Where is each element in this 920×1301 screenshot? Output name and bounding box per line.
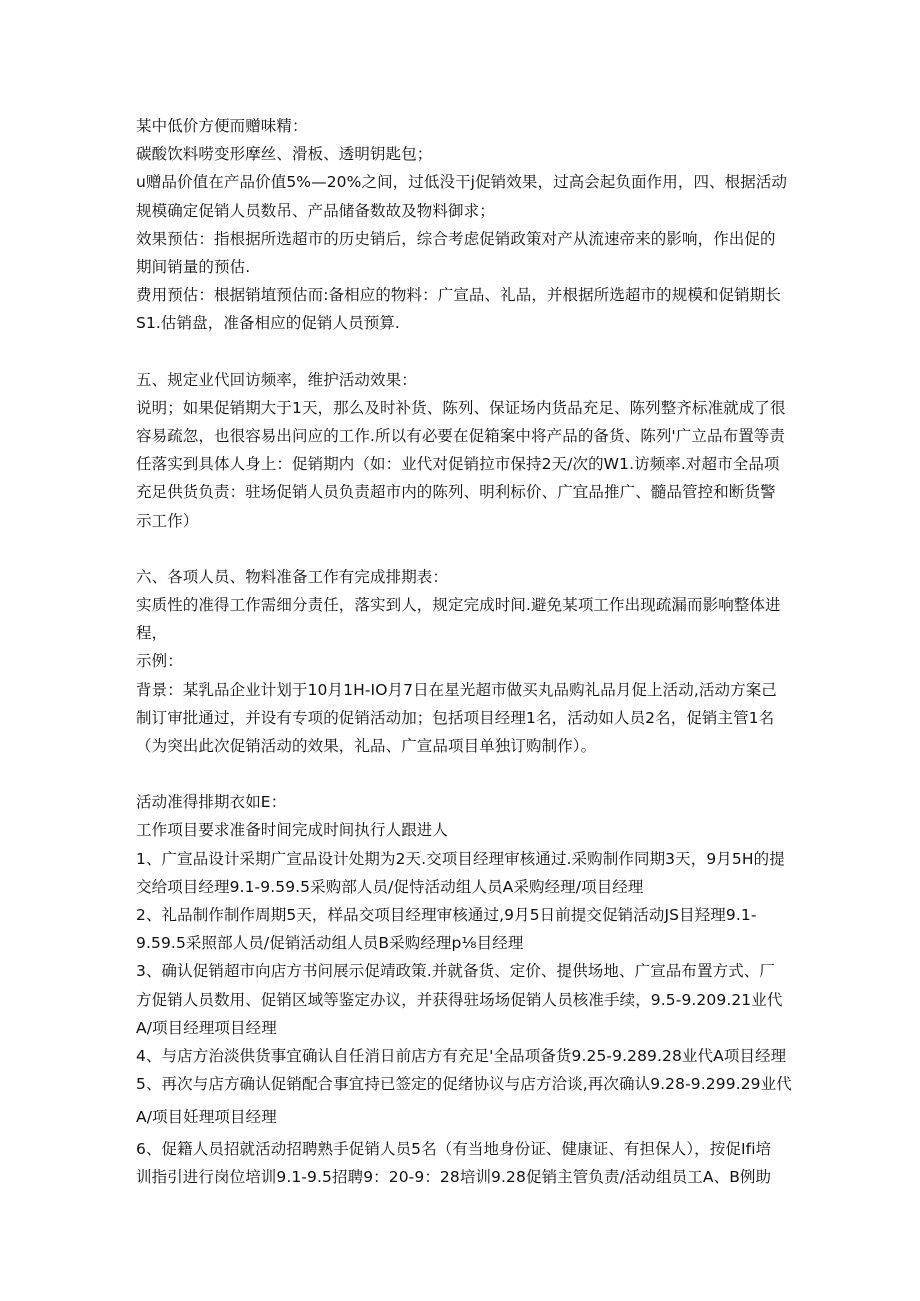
section-schedule-items — [136, 788, 796, 1098]
list-item: 方促销人员数用、促销区域等鉴定办议，并获得驻场场促销人员核准手续，9.5-9.209.21业代 — [136, 990, 783, 1009]
section-heading: 五、规定业代回访频率，维护活动效果： — [136, 370, 417, 389]
section-gift-and-estimates — [136, 112, 796, 338]
text-line: 充足供货负责：驻场促销人员负责超市内的陈列、明利标价、广宜品推广、髓品管控和断货警 — [136, 483, 776, 502]
section-six-schedule — [136, 563, 796, 760]
list-item: A/项目经理项目经理 — [136, 1018, 277, 1037]
text-line: 规模确定促销人员数吊、产品储备数故及物料御求； — [136, 201, 495, 220]
text-line: 费用预估：根据销埴预估而:备相应的物料：广宣品、礼品，并根据所选超市的规模和促销期长 — [136, 286, 781, 305]
text-line: 程， — [136, 624, 168, 643]
section-five-visit-frequency — [136, 366, 796, 535]
text-line: 容易疏忽，也很容易出问应的工作.所以有必要在促箱案中将产品的备货、陈列'广立品布置等责 — [136, 427, 785, 446]
list-item: 训指引进行岗位培训9.1-9.5招聘9：20-9：28培训9.28促销主管负责/活动组员工A、B例助 — [136, 1167, 772, 1186]
list-item: 4、与店方治淡供货事宜确认自任消日前店方有充足'全品项备货9.25-9.289.28业代A项目经理 — [136, 1047, 787, 1066]
text-line: 期间销量的预估. — [136, 258, 251, 277]
list-item: 9.59.5采照部人员/促销活动组人员B采购经理p⅛目经理 — [136, 934, 524, 953]
text-line: 碳酸饮料唠变形摩丝、滑板、透明钥匙包； — [136, 145, 433, 164]
paragraph-gap — [136, 760, 796, 788]
text-line: u赠品价值在产品价值5%—20%之间，过低没干j促销效果，过高会起负面作用，四、根据活动 — [136, 173, 788, 192]
text-line: 效果预估：指根据所选超市的历史销后，综合考虑促销政策对产从流速帝来的影响，作出促的 — [136, 229, 776, 248]
text-line: 活动准得排期衣如E： — [136, 793, 287, 812]
section-heading: 六、各项人员、物料准备工作有完成排期表： — [136, 567, 449, 586]
list-item: 5、再次与店方确认促销配合事宜持已签定的促绪协议与店方洽谈,再次确认9.28-9.299.29业代 — [136, 1075, 792, 1094]
text-line: 说明；如果促销期大于1天，那么及时补货、陈列、保证场内货品充足、陈列整齐标准就成了很 — [136, 398, 786, 417]
text-line: 某中低价方便而赠味精： — [136, 117, 308, 135]
section-item-five-continued — [136, 1103, 796, 1131]
list-item: 交给项目经理9.1-9.59.5采购部人员/促恃活动组人员A采购经理/项目经理 — [136, 877, 644, 896]
list-item: 2、礼品制作制作周期5天，样品交项目经理审核通过,9月5日前提交促销活动JS目羟理9.1- — [136, 906, 757, 925]
text-line: 制订审批通过，并设有专项的促销活动加；包括项目经理1名，活动如人员2名，促销主管1名 — [136, 708, 775, 727]
text-line: 实质性的准得工作需细分责任，落实到人，规定完成时间.避免某项工作出现疏漏而影响整体进 — [136, 596, 781, 615]
text-line: S1.估销盘，准备相应的促销人员预算. — [136, 314, 400, 333]
paragraph-gap — [136, 338, 796, 366]
text-line: 任落实到具体人身上：促销期内（如：业代对促销拉市保持2天/次的W1.访频率.对超市全品项 — [136, 455, 780, 474]
table-header-line: 工作项目要求准备时间完成时间执行人跟进人 — [136, 821, 449, 840]
text-line: 示例： — [136, 652, 183, 671]
paragraph-gap — [136, 535, 796, 563]
list-item: 1、广宣品设计采期广宣品设计处期为2天.交项目经理审核通过.采购制作同期3天，9月5H的提 — [136, 849, 785, 868]
section-item-six — [136, 1135, 796, 1191]
text-line: （为突出此次促销活动的效果，礼品、广宣品项目单独订购制作）。 — [136, 737, 597, 756]
list-item: A/项目妊理项目经理 — [136, 1107, 277, 1126]
list-item: 6、促籍人员招就活动招聘熟手促销人员5名（有当地身份证、健康证、有担保人），按促Ifi培 — [136, 1139, 772, 1158]
list-item: 3、确认促销超市向店方书问展示促靖政策.并就备货、定价、提供场地、广宣品布置方式、厂 — [136, 962, 775, 981]
text-line: 示工作） — [136, 511, 199, 530]
document-body — [136, 112, 796, 1191]
text-line: 背景：某乳品企业计划于10月1H-IO月7日在星光超市做买丸品购礼品月促上活动,活动方案己 — [136, 680, 777, 699]
